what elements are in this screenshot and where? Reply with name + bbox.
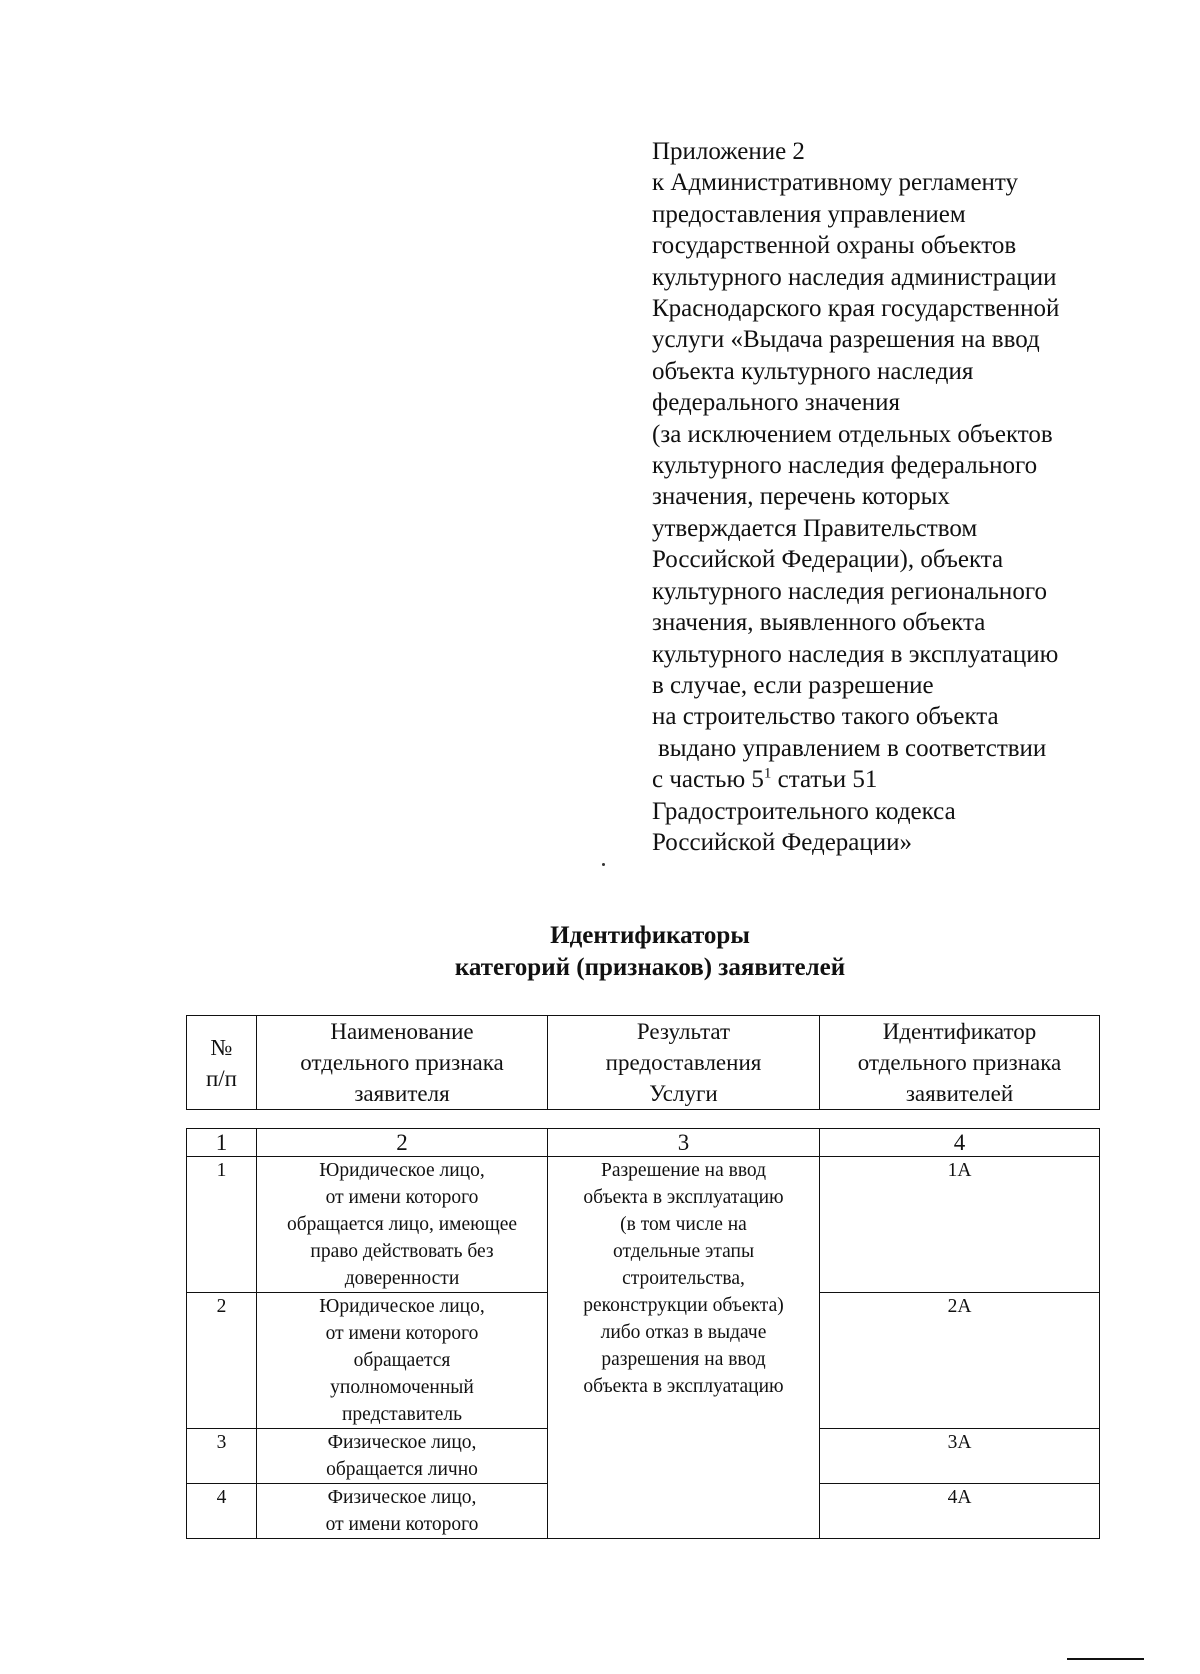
applicant-category: Физическое лицо, от имени которого	[257, 1484, 548, 1539]
table-header	[186, 1015, 1100, 1110]
appendix-line: государственной охраны объектов	[652, 232, 1017, 260]
appendix-line: на строительство такого объекта	[652, 703, 999, 731]
header-cell-number: № п/п	[187, 1016, 257, 1110]
column-number-row	[187, 1129, 1100, 1157]
header-cell-result: Результат предоставления Услуги	[548, 1016, 820, 1110]
applicant-identifier: 3А	[820, 1429, 1100, 1484]
appendix-line-part	[652, 764, 1112, 795]
title-line-2: категорий (признаков) заявителей	[454, 954, 846, 981]
applicant-category: Юридическое лицо, от имени которого обращается уполномоченный представитель	[257, 1293, 548, 1429]
column-number: 3	[548, 1129, 820, 1157]
part-prefix: с частью 5	[652, 766, 764, 794]
row-number: 3	[187, 1429, 257, 1484]
appendix-line: культурного наследия в эксплуатацию	[652, 640, 1059, 668]
appendix-line: в случае, если разрешение	[652, 671, 934, 699]
appendix-line: культурного наследия администрации	[652, 263, 1057, 291]
appendix-line: культурного наследия регионального	[652, 577, 1047, 605]
appendix-line: предоставления управлением	[652, 200, 966, 228]
appendix-line: федерального значения	[652, 389, 901, 417]
table-row	[187, 1157, 1100, 1293]
header-cell-identifier: Идентификатор отдельного признака заявителей	[820, 1016, 1100, 1110]
appendix-line: выдано управлением в соответствии	[658, 734, 1047, 762]
service-result: Разрешение на ввод объекта в эксплуатацию (в том числе на отдельные этапы строительства, реконструкции объекта) либо отказ в выдаче разрешения на ввод объекта в эксплуатацию	[548, 1157, 820, 1539]
appendix-line: значения, выявленного объекта	[652, 609, 986, 637]
applicant-category: Физическое лицо, обращается лично	[257, 1429, 548, 1484]
document-title	[0, 920, 1200, 984]
appendix-line: Российской Федерации), объекта	[652, 546, 1004, 574]
appendix-header	[652, 136, 1112, 858]
row-number: 2	[187, 1293, 257, 1429]
column-number: 2	[257, 1129, 548, 1157]
part-superscript: 1	[763, 765, 772, 782]
appendix-line: культурного наследия федерального	[652, 452, 1038, 480]
appendix-line: утверждается Правительством	[652, 514, 978, 542]
footer-rule	[1067, 1658, 1144, 1660]
appendix-line: (за исключением отдельных объектов	[652, 420, 1053, 448]
identifiers-table	[186, 1128, 1100, 1539]
column-number: 4	[820, 1129, 1100, 1157]
part-suffix: статьи 51	[771, 766, 878, 794]
applicant-identifier: 2А	[820, 1293, 1100, 1429]
appendix-line: услуги «Выдача разрешения на ввод	[652, 326, 1040, 354]
applicant-identifier: 1А	[820, 1157, 1100, 1293]
appendix-line: значения, перечень которых	[652, 483, 950, 511]
applicant-category: Юридическое лицо, от имени которого обращается лицо, имеющее право действовать без доверенности	[257, 1157, 548, 1293]
row-number: 4	[187, 1484, 257, 1539]
appendix-line: к Административному регламенту	[652, 169, 1019, 197]
title-line-1: Идентификаторы	[550, 922, 750, 949]
row-number: 1	[187, 1157, 257, 1293]
appendix-line: объекта культурного наследия	[652, 357, 974, 385]
appendix-line: Российской Федерации»	[652, 828, 913, 856]
appendix-line: Градостроительного кодекса	[652, 797, 956, 825]
appendix-line: Приложение 2	[652, 138, 805, 165]
header-cell-name: Наименование отдельного признака заявителя	[257, 1016, 548, 1110]
stray-dot	[602, 863, 605, 866]
appendix-line: Краснодарского края государственной	[652, 295, 1060, 323]
applicant-identifier: 4А	[820, 1484, 1100, 1539]
column-number: 1	[187, 1129, 257, 1157]
